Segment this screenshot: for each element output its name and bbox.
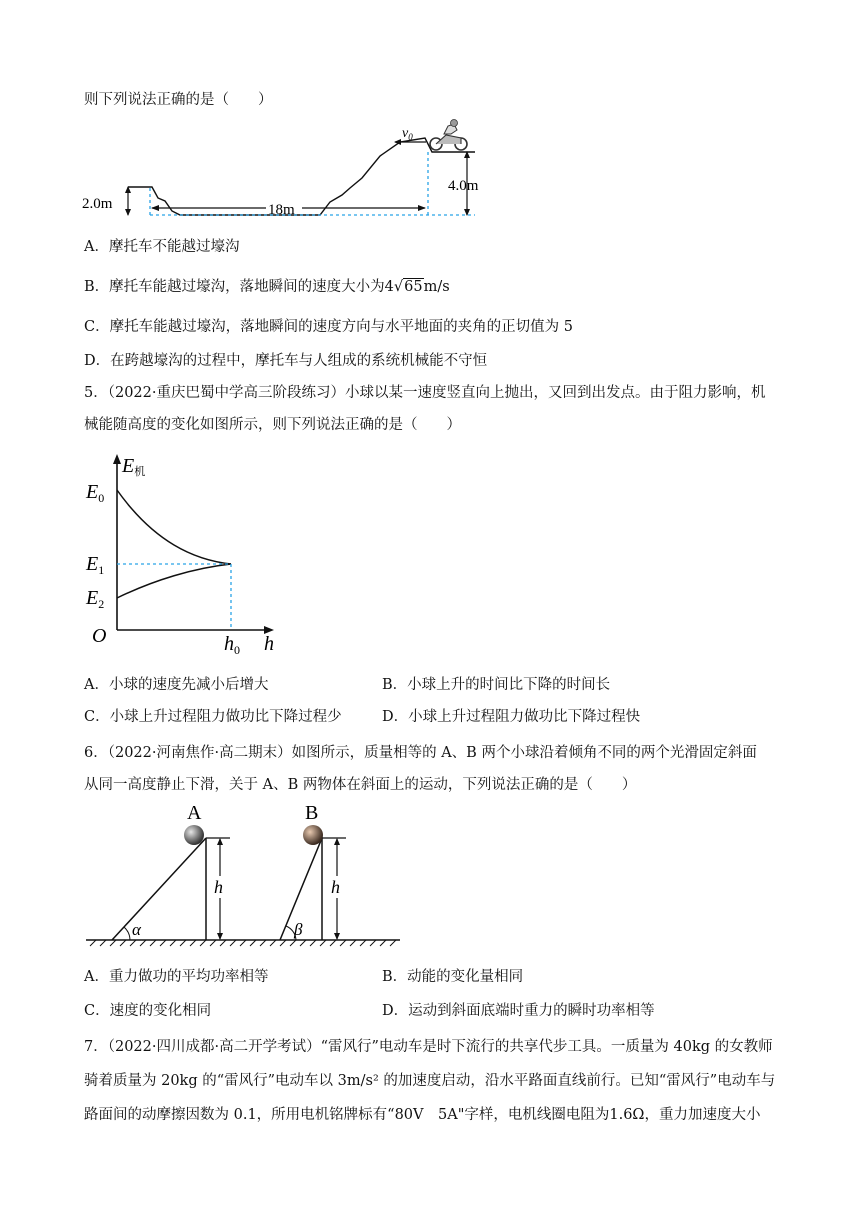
y-axis-label: E机: [122, 455, 146, 478]
q4-option-b[interactable]: B．摩托车能越过壕沟，落地瞬间的速度大小为4√65m/s: [84, 279, 450, 295]
h0-label: $h_0$: [224, 633, 240, 657]
q6-option-c[interactable]: C．速度的变化相同: [84, 1003, 212, 1019]
height-right-label: 4.0m: [448, 178, 479, 194]
q5-option-a[interactable]: A．小球的速度先减小后增大: [84, 677, 269, 693]
height-a-label: h: [214, 877, 223, 897]
origin-label: O: [92, 625, 107, 647]
alpha-label: α: [132, 920, 141, 939]
x-axis-label: h: [264, 633, 274, 655]
q7-stem-line2: 骑着质量为 20kg 的“雷风行”电动车以 3m/s² 的加速度启动，沿水平路面直线前行。已知“雷风行”电动车与: [84, 1073, 776, 1089]
e1-label: $E_1$: [86, 553, 105, 577]
q6-option-b[interactable]: B．动能的变化量相同: [382, 969, 524, 985]
e0-label: $E_0$: [86, 481, 105, 505]
q7-stem-line1: 7．（2022·四川成都·高二开学考试）“雷风行”电动车是时下流行的共享代步工具。一质量为 40kg 的女教师: [84, 1039, 773, 1055]
ball-a: [184, 825, 204, 845]
q6-stem-line1: 6．（2022·河南焦作·高二期末）如图所示，质量相等的 A、B 两个小球沿着倾角不同的两个光滑固定斜面: [84, 745, 757, 761]
gap-label: 18m: [268, 202, 295, 218]
q5-stem-line1: 5．（2022·重庆巴蜀中学高三阶段练习）小球以某一速度竖直向上抛出，又回到出发点。由于阻力影响，机: [84, 385, 766, 401]
e2-label: $E_2$: [86, 587, 105, 611]
q5-option-b[interactable]: B．小球上升的时间比下降的时间长: [382, 677, 611, 693]
q6-stem-line2: 从同一高度静止下滑，关于 A、B 两物体在斜面上的运动，下列说法正确的是（ ）: [84, 777, 637, 793]
q6-option-d[interactable]: D．运动到斜面底端时重力的瞬时功率相等: [382, 1003, 655, 1019]
ditch-figure: [80, 118, 500, 228]
energy-height-graph: [84, 452, 294, 662]
q4-option-d[interactable]: D．在跨越壕沟的过程中，摩托车与人组成的系统机械能不守恒: [84, 353, 488, 369]
velocity-label: $v_0$: [402, 126, 413, 142]
q4-option-c[interactable]: C．摩托车能越过壕沟，落地瞬间的速度方向与水平地面的夹角的正切值为 5: [84, 319, 573, 335]
ball-b-label: B: [305, 802, 319, 824]
height-b-label: h: [331, 877, 340, 897]
q4-option-a[interactable]: A．摩托车不能越过壕沟: [84, 239, 240, 255]
incline-figure: [84, 802, 404, 960]
q5-stem-line2: 械能随高度的变化如图所示，则下列说法正确的是（ ）: [84, 417, 461, 433]
beta-label: β: [294, 920, 303, 939]
q6-option-a[interactable]: A．重力做功的平均功率相等: [84, 969, 269, 985]
question-intro: 则下列说法正确的是（ ）: [84, 92, 273, 108]
speed-formula: 4√65m/s: [384, 279, 450, 295]
ball-b: [303, 825, 323, 845]
ball-a-label: A: [187, 802, 202, 824]
motorcycle-icon: [430, 120, 467, 151]
height-left-label: 2.0m: [82, 196, 113, 212]
q5-option-c[interactable]: C．小球上升过程阻力做功比下降过程少: [84, 709, 342, 725]
q5-option-d[interactable]: D．小球上升过程阻力做功比下降过程快: [382, 709, 641, 725]
q7-stem-line3: 路面间的动摩擦因数为 0.1，所用电机铭牌标有“80V 5A"字样，电机线圈电阻为1.6Ω，重力加速度大小: [84, 1107, 761, 1123]
